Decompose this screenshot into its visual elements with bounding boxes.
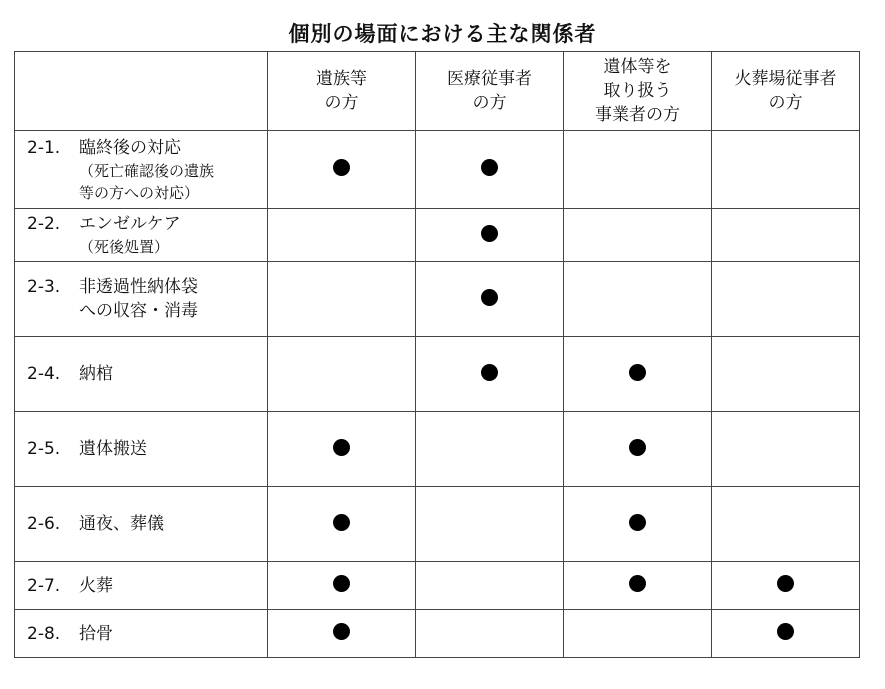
mark-cell-medical-staff [416, 412, 564, 487]
scene-title [27, 275, 267, 299]
header-cell-scene [15, 52, 268, 131]
mark-cell-bereaved-family [268, 337, 416, 412]
mark-cell-medical-staff [416, 487, 564, 562]
bullet-mark-icon [333, 623, 350, 640]
scene-number: 2-1. [27, 137, 61, 158]
scene-title [27, 136, 267, 160]
bullet-mark-icon [777, 575, 794, 592]
bullet-mark-icon [481, 225, 498, 242]
scene-cell [15, 562, 268, 610]
header-line: の方 [768, 93, 803, 113]
mark-cell-bereaved-family [268, 562, 416, 610]
mark-cell-body-handling-business [564, 562, 712, 610]
mark-cell-medical-staff [416, 337, 564, 412]
mark-cell-bereaved-family [268, 209, 416, 262]
mark-cell-body-handling-business [564, 412, 712, 487]
mark-cell-crematorium-staff [712, 412, 860, 487]
table-row [15, 262, 860, 337]
scene-number: 2-8. [27, 623, 61, 644]
bullet-mark-icon [481, 159, 498, 176]
mark-cell-crematorium-staff [712, 562, 860, 610]
mark-cell-medical-staff [416, 610, 564, 658]
scene-title [27, 437, 267, 461]
scene-label: 臨終後の対応 [79, 137, 181, 158]
mark-cell-bereaved-family [268, 131, 416, 209]
header-line: の方 [324, 93, 359, 113]
bullet-mark-icon [629, 514, 646, 531]
scene-cell [15, 209, 268, 262]
mark-cell-crematorium-staff [712, 487, 860, 562]
table-row [15, 337, 860, 412]
scene-note: （死亡確認後の遺族 [79, 161, 215, 180]
mark-cell-bereaved-family [268, 610, 416, 658]
scene-title [27, 574, 267, 598]
bullet-mark-icon [481, 364, 498, 381]
scene-label: 火葬 [79, 575, 113, 596]
scene-note: 等の方への対応） [79, 183, 200, 202]
scene-cell [15, 337, 268, 412]
header-line: 遺体等を [603, 57, 672, 77]
mark-cell-medical-staff [416, 209, 564, 262]
mark-cell-medical-staff [416, 131, 564, 209]
scene-cell [15, 487, 268, 562]
bullet-mark-icon [629, 364, 646, 381]
scene-number: 2-7. [27, 575, 61, 596]
mark-cell-bereaved-family [268, 262, 416, 337]
mark-cell-body-handling-business [564, 209, 712, 262]
table-row [15, 412, 860, 487]
header-row [15, 52, 860, 131]
scene-number: 2-6. [27, 514, 61, 534]
mark-cell-medical-staff [416, 262, 564, 337]
table-row [15, 209, 860, 262]
scene-number: 2-2. [27, 214, 61, 234]
scene-cell [15, 412, 268, 487]
bullet-mark-icon [629, 575, 646, 592]
scene-cell [15, 610, 268, 658]
bullet-mark-icon [333, 514, 350, 531]
mark-cell-crematorium-staff [712, 337, 860, 412]
scene-label: 拾骨 [79, 623, 113, 644]
stakeholder-table [14, 51, 860, 658]
header-cell-bereaved-family [268, 52, 416, 131]
bullet-mark-icon [481, 289, 498, 306]
mark-cell-body-handling-business [564, 610, 712, 658]
mark-cell-bereaved-family [268, 487, 416, 562]
scene-title [27, 362, 267, 386]
bullet-mark-icon [333, 439, 350, 456]
header-line: 事業者の方 [595, 105, 680, 125]
mark-cell-crematorium-staff [712, 131, 860, 209]
scene-label: 納棺 [79, 364, 113, 384]
header-line: 火葬場従事者 [734, 69, 837, 89]
mark-cell-bereaved-family [268, 412, 416, 487]
page-title: 個別の場面における主な関係者 [288, 22, 597, 46]
scene-title [27, 622, 267, 646]
header-line: の方 [472, 93, 507, 113]
scene-label: 遺体搬送 [79, 439, 147, 459]
mark-cell-crematorium-staff [712, 262, 860, 337]
mark-cell-body-handling-business [564, 337, 712, 412]
bullet-mark-icon [333, 159, 350, 176]
bullet-mark-icon [777, 623, 794, 640]
scene-number: 2-3. [27, 277, 61, 297]
scene-cell [15, 262, 268, 337]
header-line: 取り扱う [603, 81, 672, 101]
scene-label: エンゼルケア [79, 214, 181, 234]
scene-note: （死後処置） [79, 238, 170, 256]
scene-label: 非透過性納体袋 [79, 277, 198, 297]
scene-label: 通夜、葬儀 [79, 514, 164, 534]
mark-cell-crematorium-staff [712, 209, 860, 262]
header-cell-body-handling-business [564, 52, 712, 131]
scene-title [27, 212, 267, 236]
bullet-mark-icon [333, 575, 350, 592]
scene-cell [15, 131, 268, 209]
table-row [15, 610, 860, 658]
header-line: 医療従事者 [447, 69, 532, 89]
mark-cell-medical-staff [416, 562, 564, 610]
header-line: 遺族等 [316, 69, 367, 89]
header-cell-medical-staff [416, 52, 564, 131]
mark-cell-body-handling-business [564, 487, 712, 562]
bullet-mark-icon [629, 439, 646, 456]
scene-number: 2-5. [27, 439, 61, 459]
table-row [15, 487, 860, 562]
header-cell-crematorium-staff [712, 52, 860, 131]
mark-cell-body-handling-business [564, 131, 712, 209]
mark-cell-crematorium-staff [712, 610, 860, 658]
table-row [15, 562, 860, 610]
scene-title [27, 512, 267, 536]
table-row [15, 131, 860, 209]
scene-label-continuation: への収容・消毒 [79, 301, 198, 321]
scene-number: 2-4. [27, 364, 61, 384]
mark-cell-body-handling-business [564, 262, 712, 337]
